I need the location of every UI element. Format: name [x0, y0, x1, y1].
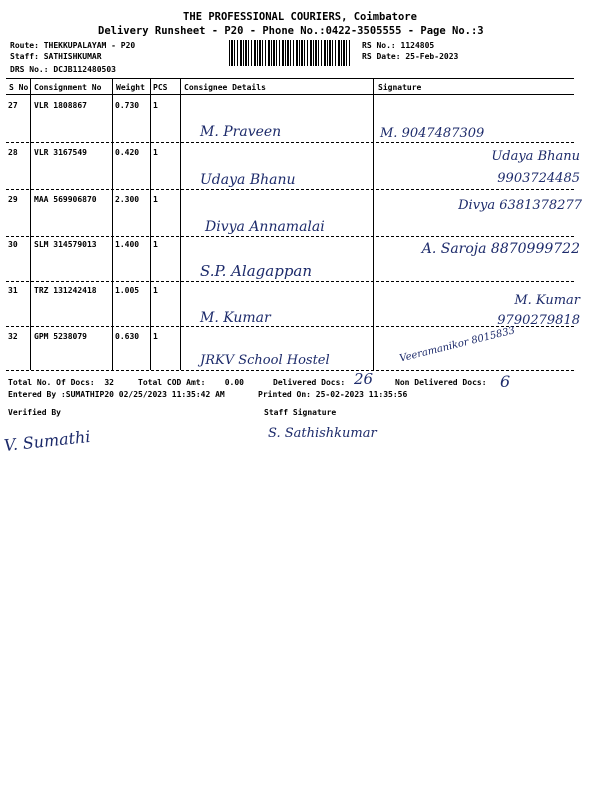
consignee-handwriting: Divya Annamalai [205, 219, 325, 235]
staff-label: Staff: SATHISHKUMAR [10, 52, 102, 61]
row-divider [6, 189, 574, 190]
signature-handwriting: Veeramanikor 8015833 [398, 325, 517, 365]
verified-by-signature: V. Sumathi [3, 426, 92, 455]
consignee-handwriting: M. Praveen [200, 124, 282, 140]
consignee-handwriting: M. Kumar [200, 310, 271, 326]
verified-by-label: Verified By [8, 408, 61, 417]
consignee-handwriting: Udaya Bhanu [200, 172, 296, 188]
table-row-consignment: VLR 1808867 [34, 101, 87, 110]
consignee-handwriting: S.P. Alagappan [200, 262, 313, 280]
table-row-pcs: 1 [153, 148, 158, 157]
route-label: Route: THEKKUPALAYAM - P20 [10, 41, 136, 50]
delivered-docs-label: Delivered Docs: [273, 378, 346, 387]
table-row-sno: 32 [8, 332, 18, 341]
table-header-rule [6, 94, 574, 95]
row-divider [6, 236, 574, 237]
table-row-weight: 1.005 [115, 286, 140, 295]
table-row-weight: 0.630 [115, 332, 140, 341]
company-title: THE PROFESSIONAL COURIERS, Coimbatore [183, 11, 417, 23]
total-docs: Total No. Of Docs: 32 [8, 378, 114, 387]
table-row-consignment: SLM 314579013 [34, 240, 97, 249]
non-delivered-docs-handwriting: 6 [500, 372, 511, 391]
non-delivered-docs-label: Non Delivered Docs: [395, 378, 487, 387]
row-divider [6, 281, 574, 282]
col-header-pcs: PCS [153, 83, 168, 92]
rs-date: RS Date: 25-Feb-2023 [362, 52, 459, 61]
table-row-sno: 29 [8, 195, 18, 204]
drs-number: DRS No.: DCJB112480503 [10, 65, 116, 74]
table-row-pcs: 1 [153, 101, 158, 110]
runsheet-title: Delivery Runsheet - P20 - Phone No.:0422-3505555 - Page No.:3 [98, 25, 484, 37]
table-row-sno: 31 [8, 286, 18, 295]
table-row-pcs: 1 [153, 286, 158, 295]
table-row-pcs: 1 [153, 240, 158, 249]
table-row-weight: 1.400 [115, 240, 140, 249]
row-divider [6, 142, 574, 143]
consignee-handwriting: JRKV School Hostel [200, 353, 330, 368]
table-row-weight: 0.730 [115, 101, 140, 110]
entered-by: Entered By :SUMATHIP20 02/25/2023 11:35:42 AM [8, 390, 225, 399]
row-divider [6, 326, 574, 327]
rs-number: RS No.: 1124805 [362, 41, 435, 50]
signature-handwriting: A. Saroja 8870999722 [421, 241, 580, 257]
table-row-sno: 30 [8, 240, 18, 249]
table-row-sno: 27 [8, 101, 18, 110]
table-row-consignment: GPM 5238079 [34, 332, 87, 341]
table-top-rule [6, 78, 574, 79]
table-row-weight: 0.420 [115, 148, 140, 157]
table-row-consignment: MAA 569906870 [34, 195, 97, 204]
barcode [229, 40, 351, 66]
staff-signature-label: Staff Signature [264, 408, 337, 417]
signature-handwriting: M. 9047487309 [380, 126, 485, 141]
signature-handwriting: Divya 6381378277 [458, 198, 582, 213]
signature-handwriting: M. Kumar 9790279818 [497, 293, 580, 328]
delivered-docs-handwriting: 26 [354, 370, 374, 388]
col-header-weight: Weight [116, 83, 145, 92]
table-row-pcs: 1 [153, 332, 158, 341]
staff-signature: S. Sathishkumar [268, 426, 377, 441]
total-cod: Total COD Amt: 0.00 [138, 378, 244, 387]
table-row-sno: 28 [8, 148, 18, 157]
table-row-consignment: TRZ 131242418 [34, 286, 97, 295]
table-row-consignment: VLR 3167549 [34, 148, 87, 157]
col-header-consignment: Consignment No [34, 83, 102, 92]
col-header-signature: Signature [378, 83, 422, 92]
col-header-consignee: Consignee Details [184, 83, 266, 92]
table-row-weight: 2.300 [115, 195, 140, 204]
row-divider [6, 370, 574, 371]
printed-on: Printed On: 25-02-2023 11:35:56 [258, 390, 408, 399]
table-row-pcs: 1 [153, 195, 158, 204]
col-header-sno: S No [9, 83, 29, 92]
signature-handwriting: Udaya Bhanu 9903724485 [491, 149, 580, 186]
